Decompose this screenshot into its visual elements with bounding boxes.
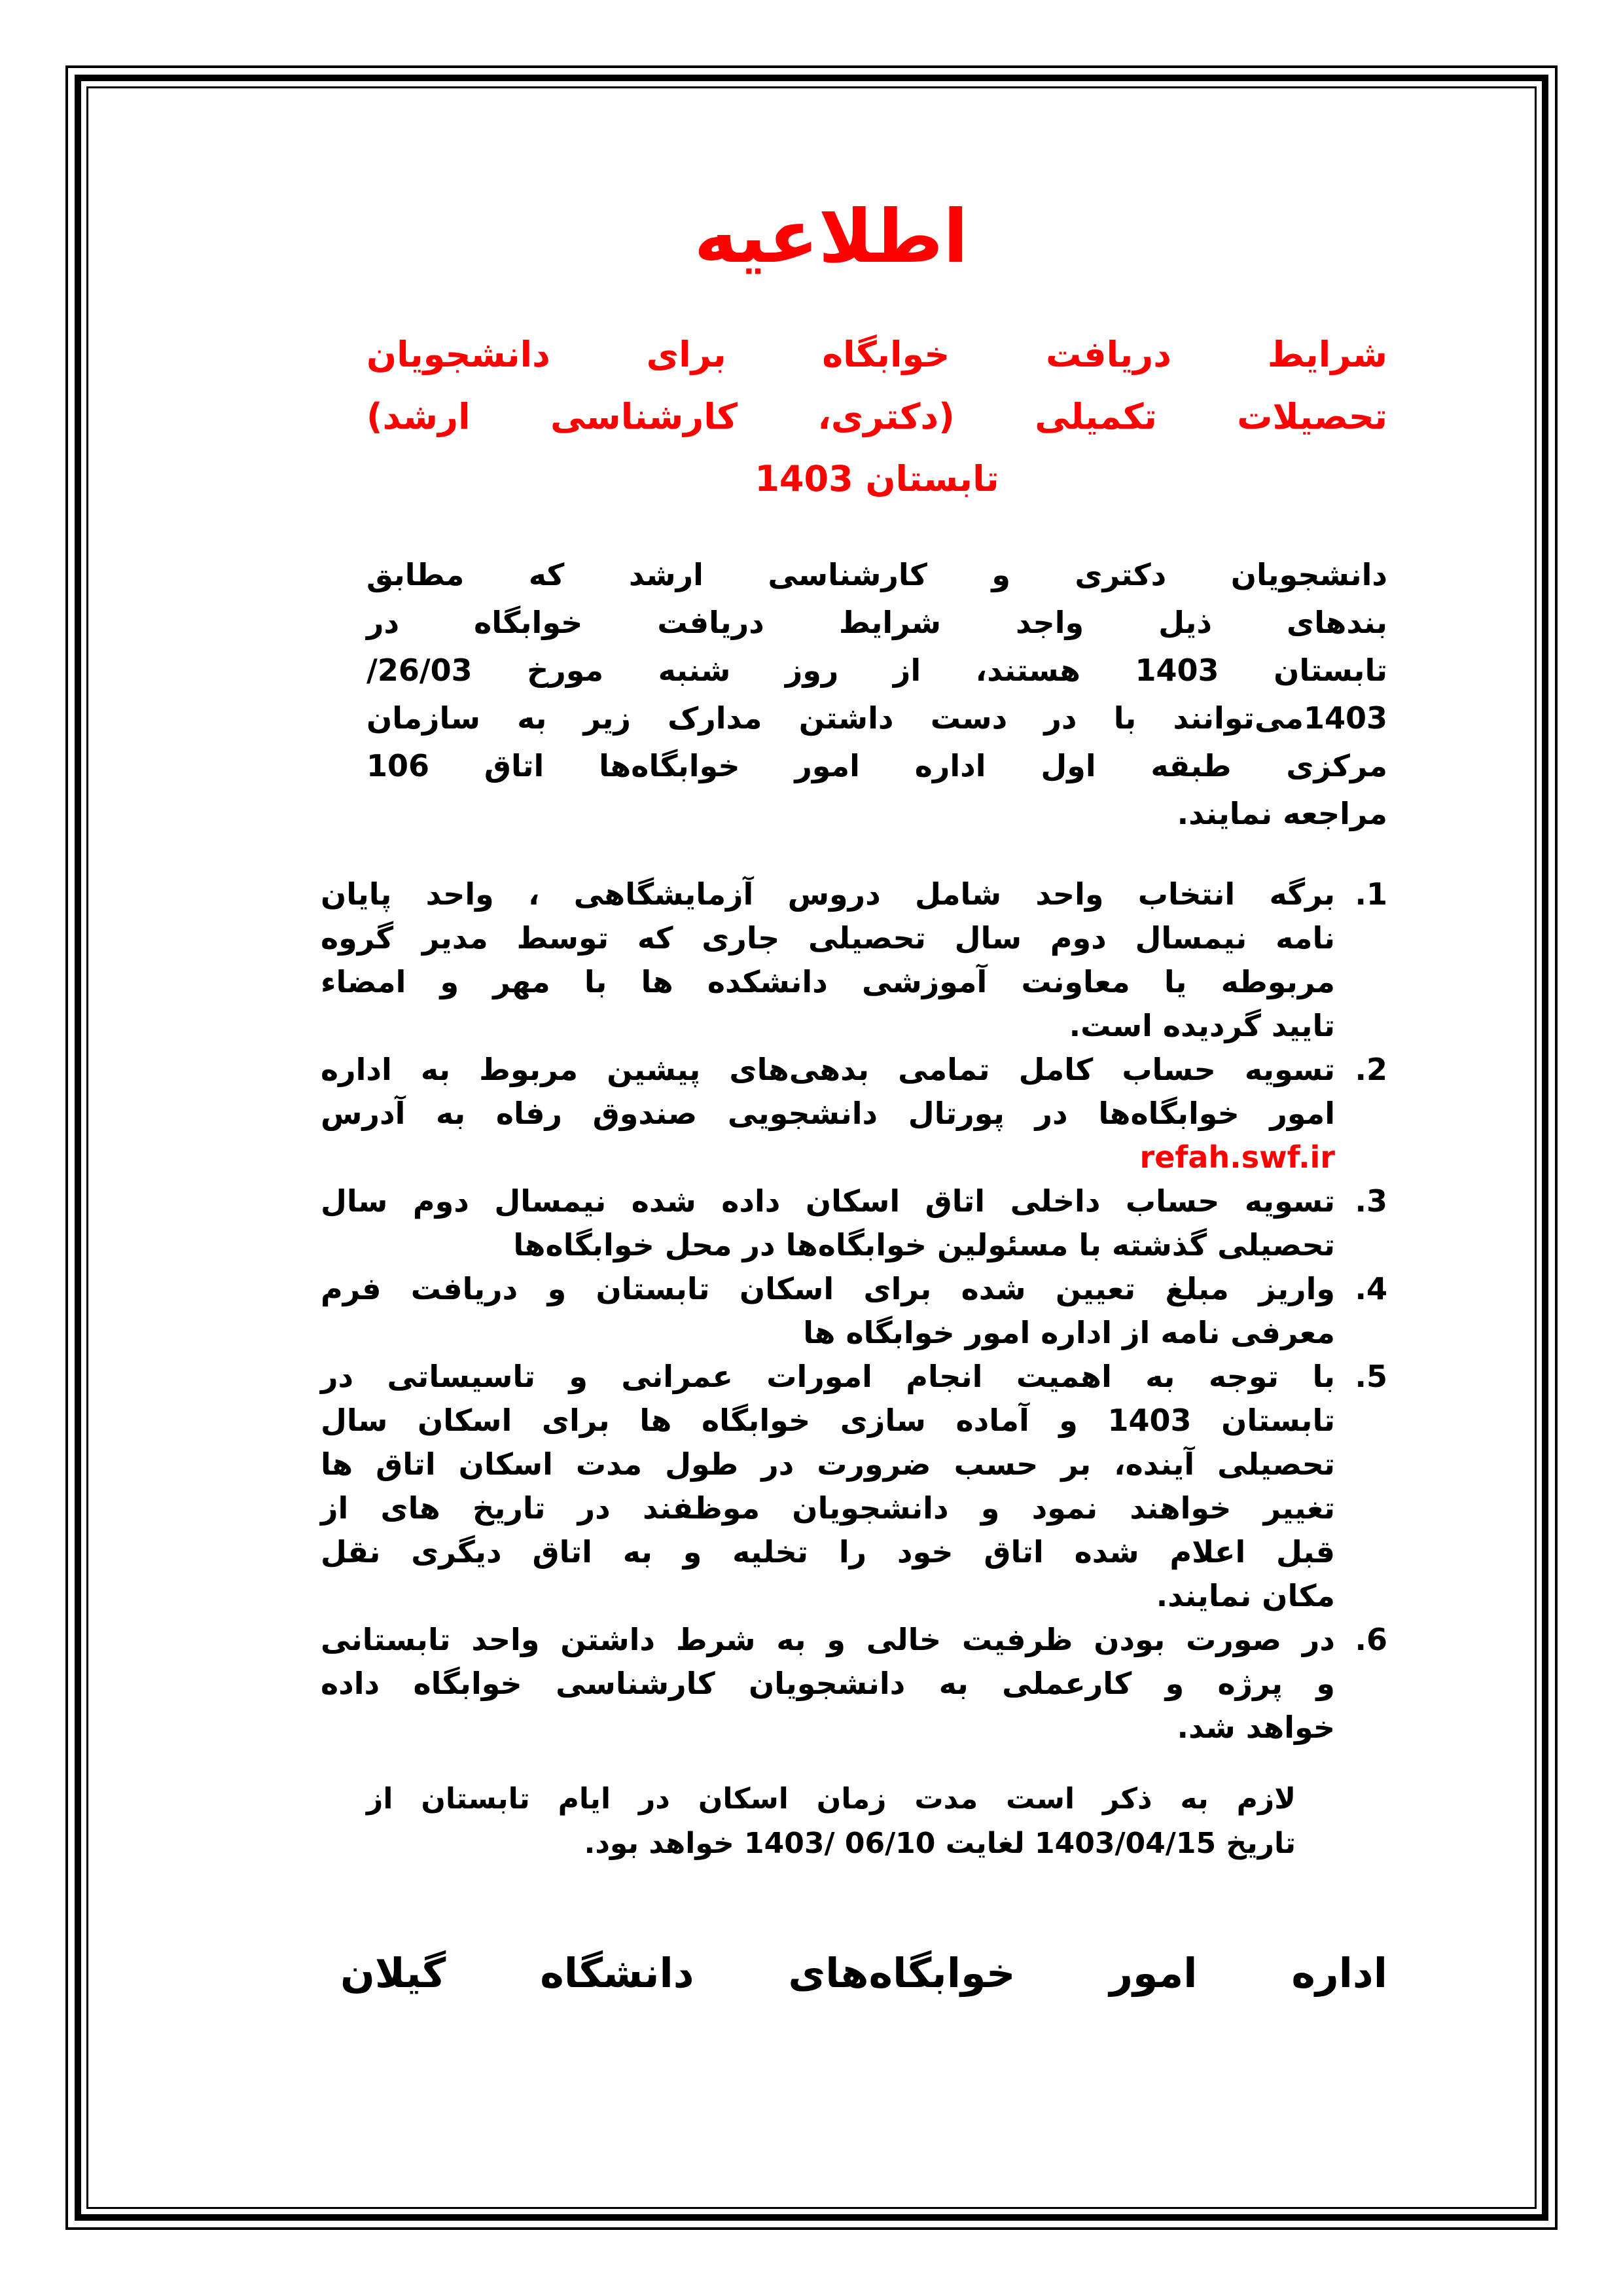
list-item-text xyxy=(321,1048,1335,1179)
text-line: مکان نمایند. xyxy=(1156,1578,1335,1613)
text-line: در صورت بودن ظرفیت خالی و به شرط داشتن واحد تابستانی xyxy=(321,1622,1335,1657)
list-item xyxy=(321,1618,1387,1749)
text-line: مراجعه نمایند. xyxy=(1177,796,1387,831)
list-item-number: 2. xyxy=(1355,1052,1387,1087)
text-line: معرفی نامه از اداره امور خوابگاه ها xyxy=(803,1315,1335,1350)
text-line: نامه نیمسال دوم سال تحصیلی جاری که توسط مدیر گروه xyxy=(321,920,1335,956)
portal-url[interactable]: refah.swf.ir xyxy=(1139,1139,1335,1175)
text-line: لازم به ذکر است مدت زمان اسکان در ایام تابستان از xyxy=(366,1782,1296,1816)
list-item xyxy=(321,1048,1387,1179)
page-title: اطلاعیه xyxy=(694,194,969,279)
text-line: تغییر خواهند نمود و دانشجویان موظفند در تاریخ های از xyxy=(321,1490,1335,1526)
text-line: تابستان 1403 xyxy=(755,458,999,499)
text-line: خواهد شد. xyxy=(1177,1710,1335,1745)
text-line: و پرژه و کارعملی به دانشجویان کارشناسی خوابگاه داده xyxy=(321,1666,1335,1701)
footer-signature: اداره امور خوابگاه‌های دانشگاه گیلان xyxy=(340,1949,1387,1997)
list-item-number: 1. xyxy=(1355,876,1387,912)
note-paragraph-inner xyxy=(366,1777,1296,1866)
text-line: قبل اعلام شده اتاق خود را تخلیه و به اتاق دیگری نقل xyxy=(321,1534,1335,1570)
text-line: 1403می‌توانند با در دست داشتن مدارک زیر به سازمان xyxy=(366,700,1387,736)
list-item-text xyxy=(321,1267,1335,1355)
text-line: تابستان 1403 هستند، از روز شنبه مورخ 26/03/ xyxy=(366,653,1388,688)
text-line: واریز مبلغ تعیین شده برای اسکان تابستان و دریافت فرم xyxy=(321,1271,1335,1306)
text-line: امور خوابگاه‌ها در پورتال دانشجویی صندوق رفاه به آدرس xyxy=(321,1096,1335,1131)
text-line: شرایط دریافت خوابگاه برای دانشجویان xyxy=(366,334,1387,375)
subtitle xyxy=(321,323,1387,510)
list-item xyxy=(321,872,1387,1048)
text-line: تاریخ 1403/04/15 لغایت 06/10 /1403 خواهد بود. xyxy=(584,1827,1296,1860)
list-item-number: 5. xyxy=(1355,1359,1387,1394)
text-line: تسویه حساب کامل تمامی بدهی‌های پیشین مربوط به اداره xyxy=(321,1052,1335,1087)
list-item-text xyxy=(321,1179,1335,1267)
list-item-number: 6. xyxy=(1355,1622,1387,1657)
list-item-text xyxy=(321,1618,1335,1749)
list-item xyxy=(321,1267,1387,1355)
numbered-list xyxy=(321,872,1387,1749)
text-line: تحصیلی گذشته با مسئولین خوابگاه‌ها در محل خوابگاه‌ها xyxy=(513,1227,1335,1263)
text-line: تحصیلی آینده، بر حسب ضرورت در طول مدت اسکان اتاق ها xyxy=(321,1446,1335,1482)
text-line: تابستان 1403 و آماده سازی خوابگاه ها برای اسکان سال xyxy=(321,1403,1336,1438)
list-item-text xyxy=(321,1355,1335,1618)
text-line: تایید گردیده است. xyxy=(1069,1008,1335,1043)
text-line: مربوطه یا معاونت آموزشی دانشکده ها با مهر و امضاء xyxy=(321,964,1335,999)
text-line: با توجه به اهمیت انجام امورات عمرانی و تاسیساتی در xyxy=(321,1359,1335,1394)
text-line: دانشجویان دکتری و کارشناسی ارشد که مطابق xyxy=(366,557,1387,592)
note-paragraph xyxy=(321,1777,1387,1866)
text-line: مرکزی طبقه اول اداره امور خوابگاه‌ها اتاق 106 xyxy=(366,748,1387,783)
list-item-text xyxy=(321,872,1335,1048)
list-item xyxy=(321,1179,1387,1267)
list-item xyxy=(321,1355,1387,1618)
list-item-number: 3. xyxy=(1355,1183,1387,1219)
text-line: بندهای ذیل واجد شرایط دریافت خوابگاه در xyxy=(366,605,1387,640)
list-item-number: 4. xyxy=(1355,1271,1387,1306)
text-line: برگه انتخاب واحد شامل دروس آزمایشگاهی ، واحد پایان xyxy=(321,876,1335,912)
text-line: تسویه حساب داخلی اتاق اسکان داده شده نیمسال دوم سال xyxy=(321,1183,1335,1219)
intro-paragraph xyxy=(321,551,1387,838)
text-line: تحصیلات تکمیلی (دکتری، کارشناسی ارشد) xyxy=(366,396,1387,437)
